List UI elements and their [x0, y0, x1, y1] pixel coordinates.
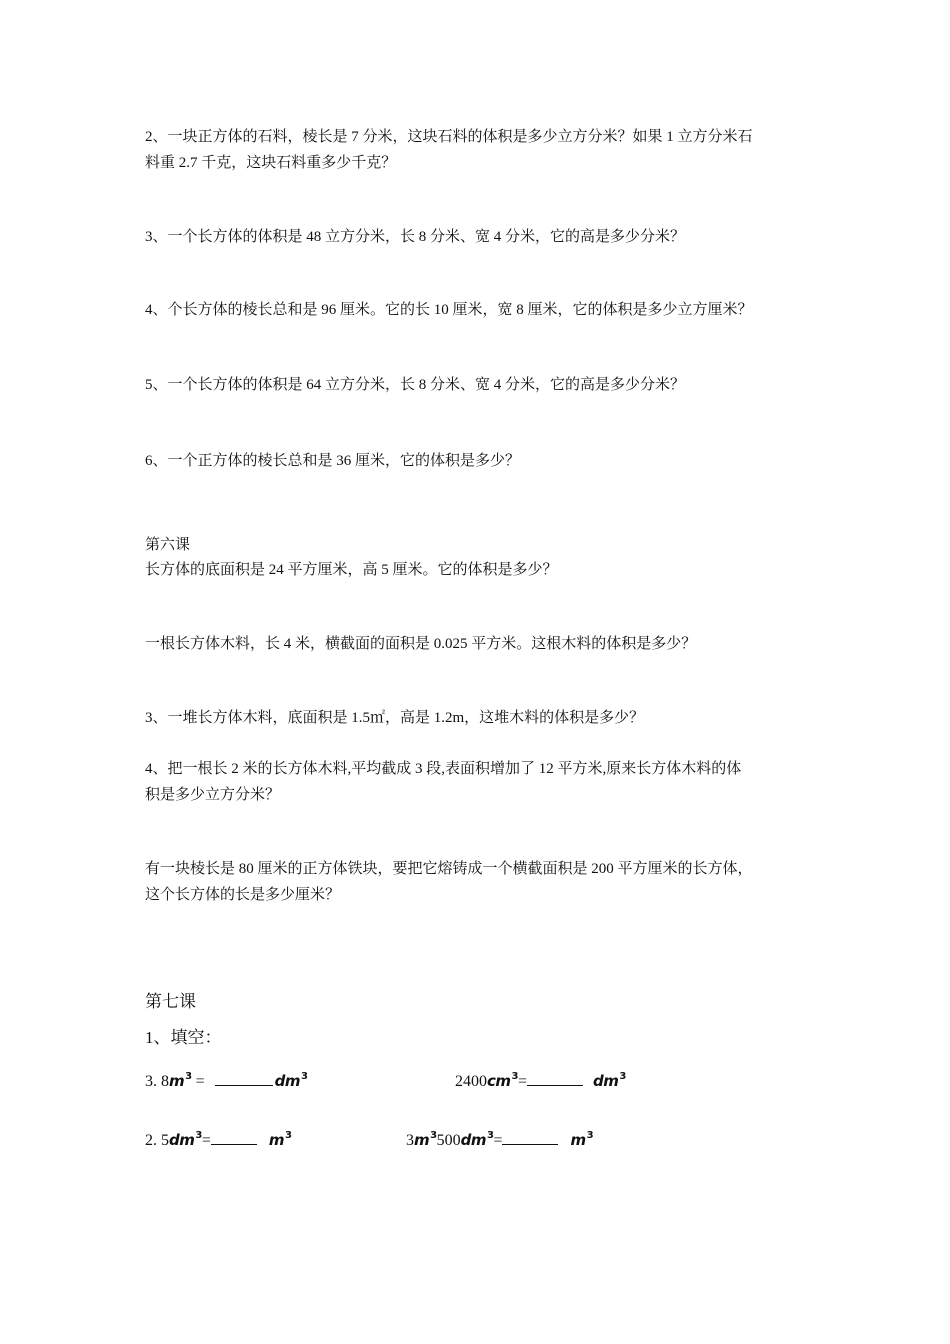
- problem-4: 4、个长方体的棱长总和是 96 厘米。它的长 10 厘米，宽 8 厘米，它的体积是多少立方厘米？: [145, 302, 753, 318]
- equals: =: [201, 1132, 211, 1149]
- answer-blank[interactable]: [502, 1130, 558, 1145]
- problem-3: 3、一个长方体的体积是 48 立方分米，长 8 分米、宽 4 分米，它的高是多少分米？: [145, 229, 686, 245]
- lesson7-subtitle: 1、填空：: [145, 1028, 222, 1047]
- lesson6-q4-line2: 积是多少立方分米？: [145, 787, 281, 803]
- problem-2-line2: 料重 2.7 千克，这块石料重多少千克？: [145, 155, 397, 171]
- unit-dm3: $dm^3$: [593, 1071, 626, 1090]
- unit-dm3: $dm^3$: [169, 1130, 202, 1149]
- unit-m3: $m^3$: [414, 1130, 437, 1149]
- lesson6-q4-line1: 4、把一根长 2 米的长方体木料,平均截成 3 段,表面积增加了 12 平方米,原来长方体木料的体: [145, 761, 742, 777]
- lesson6-q2: 一根长方体木料，长 4 米，横截面的面积是 0.025 平方米。这根木料的体积是多少？: [145, 636, 697, 652]
- unit-dm3: $dm^3$: [460, 1130, 494, 1149]
- lesson6-q5-line2: 这个长方体的长是多少厘米？: [145, 887, 341, 903]
- fill-blank-2a: [145, 1124, 291, 1154]
- number: 3. 8: [145, 1073, 169, 1090]
- number: 500: [436, 1132, 461, 1149]
- number: 3: [406, 1132, 414, 1149]
- unit-m3: $m^3$: [268, 1130, 292, 1149]
- lesson6-q1: 长方体的底面积是 24 平方厘米，高 5 厘米。它的体积是多少？: [145, 562, 558, 578]
- answer-blank[interactable]: [211, 1130, 257, 1145]
- equals: =: [518, 1073, 528, 1090]
- number: 2. 5: [145, 1132, 169, 1149]
- problem-2-line1: 2、一块正方体的石料，棱长是 7 分米，这块石料的体积是多少立方分米？如果 1 立方分米石: [145, 129, 753, 145]
- problem-5: 5、一个长方体的体积是 64 立方分米，长 8 分米、宽 4 分米，它的高是多少分米？: [145, 377, 686, 393]
- lesson6-title: 第六课: [145, 537, 191, 553]
- number: 2400: [455, 1073, 487, 1090]
- fill-blank-2b: [406, 1124, 593, 1154]
- lesson6-q3: 3、一堆长方体木料，底面积是 1.5㎡，高是 1.2m，这堆木料的体积是多少？: [145, 710, 645, 726]
- problem-6: 6、一个正方体的棱长总和是 36 厘米，它的体积是多少？: [145, 453, 521, 469]
- unit-dm3: $dm^3$: [274, 1071, 308, 1090]
- equals: =: [191, 1073, 209, 1090]
- unit-cm3: $cm^3$: [487, 1071, 518, 1090]
- fill-blank-1a: [145, 1065, 307, 1095]
- lesson7-title: 第七课: [145, 992, 196, 1011]
- answer-blank[interactable]: [215, 1071, 273, 1086]
- unit-m3: $m^3$: [169, 1071, 192, 1090]
- equals: =: [493, 1132, 503, 1149]
- answer-blank[interactable]: [527, 1071, 583, 1086]
- unit-m3: $m^3$: [570, 1130, 594, 1149]
- lesson6-q5-line1: 有一块棱长是 80 厘米的正方体铁块，要把它熔铸成一个横截面积是 200 平方厘米的长方体，: [145, 861, 753, 877]
- fill-blank-1b: [455, 1065, 626, 1095]
